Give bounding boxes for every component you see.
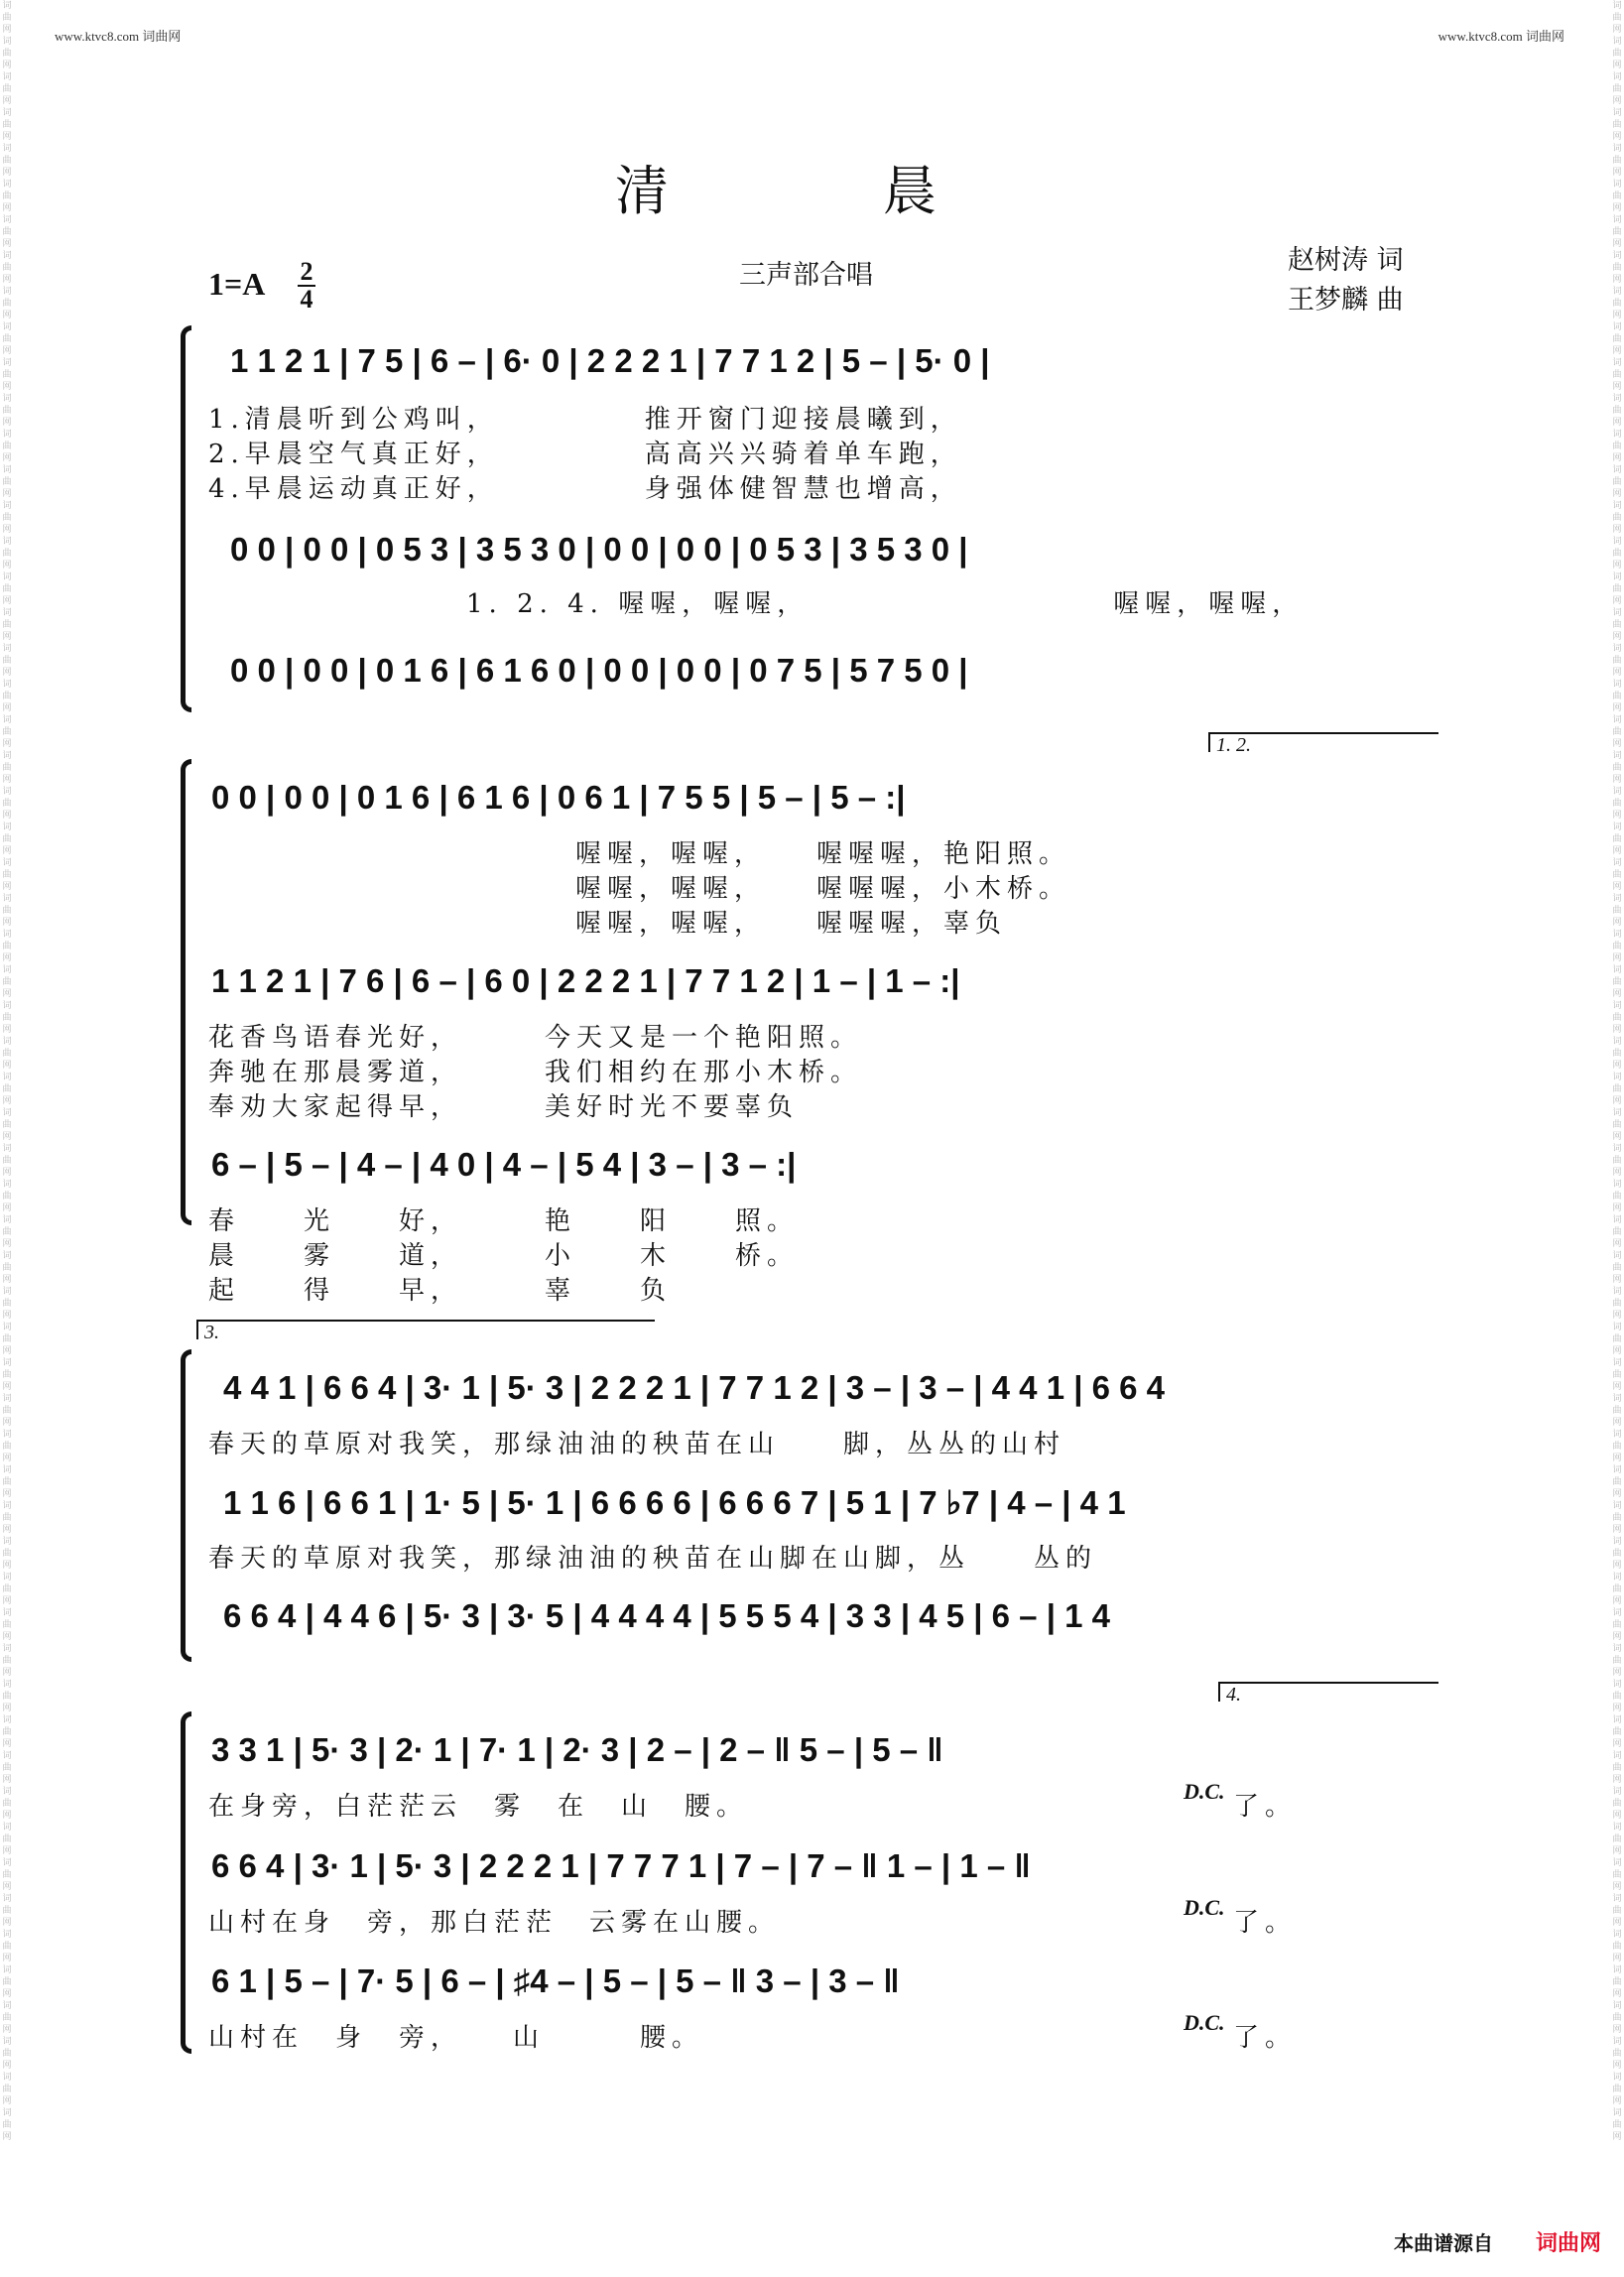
dc-marking: D.C. bbox=[1184, 1779, 1225, 1804]
watermark-mark: 词曲网 bbox=[2, 1751, 12, 1785]
watermark-mark: 词曲网 bbox=[1612, 858, 1622, 892]
watermark-mark: 词曲网 bbox=[1612, 930, 1622, 963]
watermark-mark: 词曲网 bbox=[2, 644, 12, 678]
watermark-mark: 词曲网 bbox=[2, 1, 12, 35]
watermark-mark: 词曲网 bbox=[2, 108, 12, 142]
part-1-notes: 1 1 2 1 | 7 5 | 6 – | 6· 0 | 2 2 2 1 | 7 7 1 2 | 5 – | 5· 0 | bbox=[230, 342, 990, 379]
watermark-mark: 词曲网 bbox=[1612, 1608, 1622, 1642]
volta-label: 3. bbox=[204, 1322, 219, 1343]
watermark-mark: 词曲网 bbox=[2, 608, 12, 642]
watermark-mark: 词曲网 bbox=[1612, 1001, 1622, 1035]
part-1-lyric-2: 2.早晨空气真正好， 高高兴兴骑着单车跑， bbox=[208, 440, 962, 469]
watermark-mark: 词曲网 bbox=[1612, 1965, 1622, 1999]
watermark-mark: 词曲网 bbox=[2, 1573, 12, 1606]
watermark-mark: 词曲网 bbox=[2, 1037, 12, 1071]
watermark-mark: 词曲网 bbox=[1612, 1465, 1622, 1499]
watermark-mark: 词曲网 bbox=[2, 1108, 12, 1142]
watermark-mark: 词曲网 bbox=[2, 37, 12, 70]
watermark-mark: 词曲网 bbox=[2, 1715, 12, 1749]
watermark-mark: 词曲网 bbox=[1612, 822, 1622, 856]
watermark-mark: 词曲网 bbox=[1612, 1037, 1622, 1071]
watermark-mark: 词曲网 bbox=[1612, 1394, 1622, 1428]
watermark-mark: 词曲网 bbox=[1612, 680, 1622, 713]
part-3-lyric-2: 晨 雾 道， 小 木 桥。 bbox=[208, 1241, 800, 1271]
watermark-mark: 词曲网 bbox=[1612, 2037, 1622, 2071]
dc-marking: D.C. bbox=[1184, 2010, 1225, 2035]
site-header-right[interactable]: www.ktvc8.com 词曲网 bbox=[1437, 29, 1564, 44]
watermark-mark: 词曲网 bbox=[2, 1073, 12, 1106]
watermark-mark: 词曲网 bbox=[2, 2073, 12, 2106]
watermark-mark: 词曲网 bbox=[1612, 1215, 1622, 1249]
watermark-mark: 词曲网 bbox=[1612, 1715, 1622, 1749]
part-2-lyric-2: 奔驰在那晨雾道， 我们相约在那小木桥。 bbox=[208, 1058, 863, 1087]
watermark-mark: 词曲网 bbox=[1612, 1323, 1622, 1356]
part-1-lyric-3: 喔喔，喔喔， 喔喔喔，辜负 bbox=[575, 909, 1008, 939]
watermark-mark: 词曲网 bbox=[2, 2001, 12, 2035]
left-watermark-strip bbox=[0, 0, 14, 2277]
watermark-mark: 词曲网 bbox=[1612, 1287, 1622, 1321]
watermark-mark: 词曲网 bbox=[1612, 1144, 1622, 1178]
watermark-mark: 词曲网 bbox=[2, 358, 12, 392]
part-1-lyric-1: 在身旁，白茫茫云 雾 在 山 腰。 bbox=[208, 1792, 749, 1822]
dc-marking: D.C. bbox=[1184, 1895, 1225, 1920]
watermark-mark: 词曲网 bbox=[2, 501, 12, 535]
watermark-mark: 词曲网 bbox=[1612, 394, 1622, 428]
part-1-lyric-1: 喔喔，喔喔， 喔喔喔，艳阳照。 bbox=[575, 839, 1071, 869]
watermark-mark: 词曲网 bbox=[2, 1501, 12, 1535]
watermark-mark: 词曲网 bbox=[1612, 1108, 1622, 1142]
part-3-notes: 6 – | 5 – | 4 – | 4 0 | 4 – | 5 4 | 3 – | 3 – :| bbox=[211, 1146, 797, 1183]
watermark-mark: 词曲网 bbox=[1612, 37, 1622, 70]
watermark-mark: 词曲网 bbox=[2, 1894, 12, 1928]
watermark-mark: 词曲网 bbox=[2, 1251, 12, 1285]
watermark-mark: 词曲网 bbox=[1612, 1251, 1622, 1285]
watermark-mark: 词曲网 bbox=[2, 680, 12, 713]
watermark-mark: 词曲网 bbox=[1612, 322, 1622, 356]
system-bracket bbox=[181, 325, 191, 712]
watermark-mark: 词曲网 bbox=[2, 1394, 12, 1428]
watermark-mark: 词曲网 bbox=[2, 572, 12, 606]
watermark-mark: 词曲网 bbox=[1612, 430, 1622, 463]
part-2-lyric-1: 山村在身 旁，那白茫茫 云雾在山腰。 bbox=[208, 1908, 781, 1938]
watermark-mark: 词曲网 bbox=[2, 2037, 12, 2071]
watermark-mark: 词曲网 bbox=[1612, 1, 1622, 35]
lyricist: 赵树涛 词 bbox=[1288, 245, 1404, 276]
watermark-mark: 词曲网 bbox=[1612, 715, 1622, 749]
watermark-mark: 词曲网 bbox=[2, 215, 12, 249]
watermark-mark: 词曲网 bbox=[2, 1644, 12, 1678]
watermark-mark: 词曲网 bbox=[2, 894, 12, 928]
watermark-mark: 词曲网 bbox=[2, 1608, 12, 1642]
watermark-mark: 词曲网 bbox=[1612, 1787, 1622, 1821]
watermark-mark: 词曲网 bbox=[1612, 1751, 1622, 1785]
composer: 王梦麟 曲 bbox=[1288, 285, 1404, 316]
watermark-mark: 词曲网 bbox=[1612, 180, 1622, 213]
watermark-mark: 词曲网 bbox=[1612, 358, 1622, 392]
watermark-mark: 词曲网 bbox=[2, 322, 12, 356]
watermark-mark: 词曲网 bbox=[1612, 251, 1622, 285]
part-2-lyric-3: 奉劝大家起得早， 美好时光不要辜负 bbox=[208, 1092, 800, 1122]
part-1-lyric-end: 了。 bbox=[1233, 1792, 1298, 1822]
part-1-notes: 0 0 | 0 0 | 0 1 6 | 6 1 6 | 0 6 1 | 7 5 5 | 5 – | 5 – :| bbox=[211, 779, 906, 816]
watermark-mark: 词曲网 bbox=[2, 965, 12, 999]
part-3-notes: 0 0 | 0 0 | 0 1 6 | 6 1 6 0 | 0 0 | 0 0 | 0 7 5 | 5 7 5 0 | bbox=[230, 652, 968, 689]
part-3-lyric-1: 山村在 身 旁， 山 腰。 bbox=[208, 2023, 704, 2053]
watermark-mark: 词曲网 bbox=[1612, 572, 1622, 606]
time-top: 2 bbox=[300, 257, 313, 286]
part-1-lyric-1: 春天的草原对我笑，那绿油油的秧苗在山 脚，丛丛的山村 bbox=[208, 1430, 1066, 1459]
watermark-mark: 词曲网 bbox=[1612, 644, 1622, 678]
watermark-mark: 词曲网 bbox=[2, 394, 12, 428]
watermark-mark: 词曲网 bbox=[1612, 1858, 1622, 1892]
watermark-mark: 词曲网 bbox=[2, 1858, 12, 1892]
watermark-mark: 词曲网 bbox=[2, 787, 12, 821]
watermark-mark: 词曲网 bbox=[1612, 144, 1622, 178]
watermark-mark: 词曲网 bbox=[2, 1430, 12, 1463]
key-signature: 1=A bbox=[208, 266, 266, 302]
watermark-mark: 词曲网 bbox=[2, 1787, 12, 1821]
footer-label: 本曲谱源自 bbox=[1394, 2231, 1493, 2255]
part-1-notes: 4 4 1 | 6 6 4 | 3· 1 | 5· 3 | 2 2 2 1 | 7 7 1 2 | 3 – | 3 – | 4 4 1 | 6 6 4 bbox=[223, 1369, 1166, 1406]
volta-label: 4. bbox=[1226, 1684, 1241, 1706]
watermark-mark: 词曲网 bbox=[1612, 72, 1622, 106]
part-2-lyric-1: 花香鸟语春光好， 今天又是一个艳阳照。 bbox=[208, 1023, 863, 1053]
part-1-lyric-2: 喔喔，喔喔， 喔喔喔，小木桥。 bbox=[575, 874, 1071, 904]
watermark-mark: 词曲网 bbox=[1612, 1573, 1622, 1606]
watermark-mark: 词曲网 bbox=[2, 1537, 12, 1571]
part-1-lyric-1: 1.清晨听到公鸡叫， 推开窗门迎接晨曦到， bbox=[208, 405, 962, 435]
watermark-mark: 词曲网 bbox=[1612, 894, 1622, 928]
part-3-lyric-1: 春 光 好， 艳 阳 照。 bbox=[208, 1206, 800, 1236]
watermark-mark: 词曲网 bbox=[2, 1680, 12, 1713]
part-2-notes: 1 1 6 | 6 6 1 | 1· 5 | 5· 1 | 6 6 6 6 | 6 6 6 7 | 5 1 | 7 ♭7 | 4 – | 4 1 bbox=[223, 1484, 1126, 1521]
watermark-mark: 词曲网 bbox=[2, 1823, 12, 1856]
watermark-mark: 词曲网 bbox=[2, 180, 12, 213]
part-1-notes: 3 3 1 | 5· 3 | 2· 1 | 7· 1 | 2· 3 | 2 – | 2 – ‖ 5 – | 5 – ‖ bbox=[211, 1731, 943, 1768]
part-3-lyric-end: 了。 bbox=[1233, 2023, 1298, 2053]
watermark-mark: 词曲网 bbox=[1612, 1501, 1622, 1535]
watermark-mark: 词曲网 bbox=[1612, 1073, 1622, 1106]
watermark-mark: 词曲网 bbox=[1612, 965, 1622, 999]
time-bottom: 4 bbox=[300, 285, 313, 314]
genre-label: 三声部合唱 bbox=[739, 260, 873, 291]
watermark-mark: 词曲网 bbox=[1612, 2108, 1622, 2142]
watermark-mark: 词曲网 bbox=[1612, 608, 1622, 642]
watermark-mark: 词曲网 bbox=[1612, 787, 1622, 821]
part-2-notes: 0 0 | 0 0 | 0 5 3 | 3 5 3 0 | 0 0 | 0 0 | 0 5 3 | 3 5 3 0 | bbox=[230, 531, 968, 568]
part-3-notes: 6 6 4 | 4 4 6 | 5· 3 | 3· 5 | 4 4 4 4 | 5 5 5 4 | 3 3 | 4 5 | 6 – | 1 4 bbox=[223, 1597, 1110, 1634]
part-2-lyric-1: 1. 2. 4. 喔喔，喔喔， 喔喔，喔喔， bbox=[466, 589, 1305, 619]
watermark-mark: 词曲网 bbox=[2, 715, 12, 749]
watermark-mark: 词曲网 bbox=[1612, 287, 1622, 320]
watermark-mark: 词曲网 bbox=[1612, 215, 1622, 249]
system-bracket bbox=[181, 1711, 191, 2054]
watermark-mark: 词曲网 bbox=[2, 287, 12, 320]
watermark-mark: 词曲网 bbox=[2, 144, 12, 178]
watermark-mark: 词曲网 bbox=[2, 2108, 12, 2142]
site-header-left[interactable]: www.ktvc8.com 词曲网 bbox=[55, 29, 182, 44]
watermark-mark: 词曲网 bbox=[1612, 1894, 1622, 1928]
watermark-mark: 词曲网 bbox=[1612, 1180, 1622, 1213]
right-watermark-strip bbox=[1610, 0, 1624, 2277]
watermark-mark: 词曲网 bbox=[2, 1287, 12, 1321]
part-2-notes: 1 1 2 1 | 7 6 | 6 – | 6 0 | 2 2 2 1 | 7 7 1 2 | 1 – | 1 – :| bbox=[211, 962, 960, 999]
watermark-mark: 词曲网 bbox=[2, 1323, 12, 1356]
watermark-mark: 词曲网 bbox=[2, 465, 12, 499]
watermark-mark: 词曲网 bbox=[1612, 1823, 1622, 1856]
watermark-mark: 词曲网 bbox=[1612, 2001, 1622, 2035]
time-signature bbox=[298, 257, 315, 314]
footer-brand-link[interactable]: 词曲网 bbox=[1536, 2231, 1602, 2256]
part-2-notes: 6 6 4 | 3· 1 | 5· 3 | 2 2 2 1 | 7 7 7 1 | 7 – | 7 – ‖ 1 – | 1 – ‖ bbox=[211, 1847, 1031, 1884]
watermark-mark: 词曲网 bbox=[1612, 1644, 1622, 1678]
watermark-mark: 词曲网 bbox=[2, 751, 12, 785]
watermark-mark: 词曲网 bbox=[2, 1465, 12, 1499]
watermark-mark: 词曲网 bbox=[2, 822, 12, 856]
watermark-mark: 词曲网 bbox=[2, 1215, 12, 1249]
part-1-lyric-3: 4.早晨运动真正好， 身强体健智慧也增高， bbox=[208, 474, 962, 504]
volta-bracket bbox=[196, 1320, 655, 1339]
watermark-mark: 词曲网 bbox=[2, 1180, 12, 1213]
watermark-mark: 词曲网 bbox=[2, 858, 12, 892]
part-3-lyric-3: 起 得 早， 辜 负 bbox=[208, 1276, 673, 1306]
watermark-mark: 词曲网 bbox=[2, 1965, 12, 1999]
watermark-mark: 词曲网 bbox=[1612, 1680, 1622, 1713]
watermark-mark: 词曲网 bbox=[2, 1358, 12, 1392]
watermark-mark: 词曲网 bbox=[1612, 2073, 1622, 2106]
watermark-mark: 词曲网 bbox=[1612, 1430, 1622, 1463]
watermark-mark: 词曲网 bbox=[2, 1144, 12, 1178]
watermark-mark: 词曲网 bbox=[2, 430, 12, 463]
system-bracket bbox=[181, 1349, 191, 1662]
watermark-mark: 词曲网 bbox=[1612, 751, 1622, 785]
watermark-mark: 词曲网 bbox=[1612, 501, 1622, 535]
watermark-mark: 词曲网 bbox=[2, 1001, 12, 1035]
part-3-notes: 6 1 | 5 – | 7· 5 | 6 – | ♯4 – | 5 – | 5 – ‖ 3 – | 3 – ‖ bbox=[211, 1962, 900, 1999]
watermark-mark: 词曲网 bbox=[2, 1930, 12, 1963]
watermark-mark: 词曲网 bbox=[2, 930, 12, 963]
watermark-mark: 词曲网 bbox=[2, 72, 12, 106]
watermark-mark: 词曲网 bbox=[1612, 537, 1622, 570]
watermark-mark: 词曲网 bbox=[1612, 1537, 1622, 1571]
volta-bracket bbox=[1218, 1682, 1438, 1702]
watermark-mark: 词曲网 bbox=[1612, 1930, 1622, 1963]
volta-label: 1. 2. bbox=[1216, 734, 1251, 756]
watermark-mark: 词曲网 bbox=[2, 537, 12, 570]
watermark-mark: 词曲网 bbox=[1612, 108, 1622, 142]
watermark-mark: 词曲网 bbox=[2, 251, 12, 285]
part-2-lyric-end: 了。 bbox=[1233, 1908, 1298, 1938]
part-2-lyric-1: 春天的草原对我笑，那绿油油的秧苗在山脚在山脚，丛 丛的 bbox=[208, 1544, 1098, 1574]
system-bracket bbox=[181, 759, 191, 1225]
watermark-mark: 词曲网 bbox=[1612, 465, 1622, 499]
watermark-mark: 词曲网 bbox=[1612, 1358, 1622, 1392]
song-title: 清 晨 bbox=[615, 160, 937, 222]
